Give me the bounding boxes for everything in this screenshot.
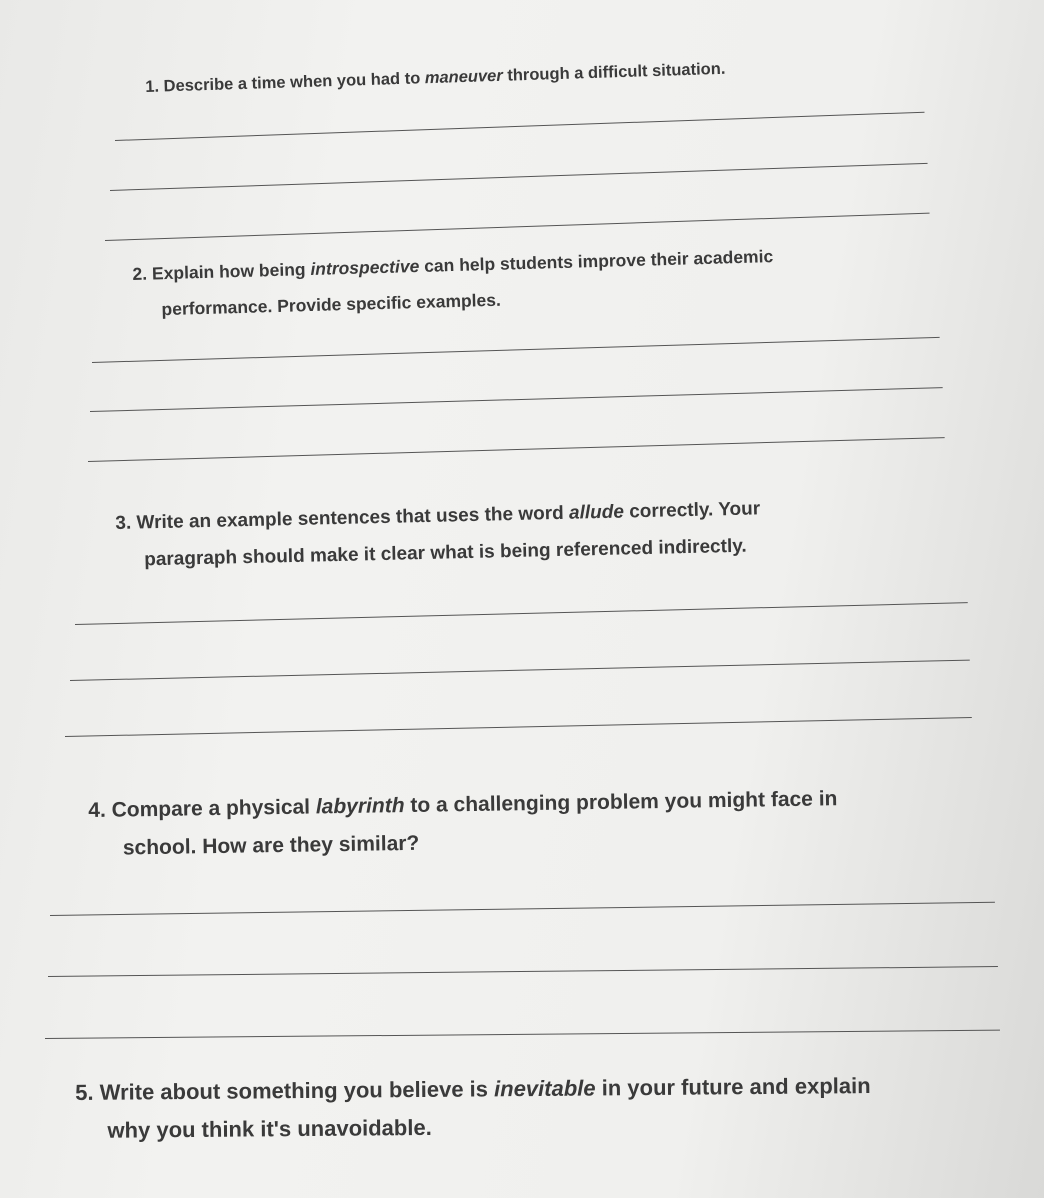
answer-line[interactable] [50, 902, 995, 916]
answer-line[interactable] [70, 660, 970, 681]
vocab-word: inevitable [493, 1075, 596, 1102]
vocab-word: introspective [310, 255, 420, 280]
answer-line[interactable] [65, 717, 972, 737]
question-text-pre: Describe a time when you had to [163, 69, 426, 96]
question-text-pre: Write about something you believe is [99, 1076, 495, 1105]
answer-line[interactable] [92, 337, 940, 363]
question-text-post: to a challenging problem you might face in [404, 787, 838, 818]
question-4 [88, 780, 838, 868]
answer-line[interactable] [75, 602, 968, 625]
answer-line[interactable] [110, 163, 928, 191]
vocab-word: labyrinth [315, 794, 405, 819]
vocab-word: allude [568, 501, 625, 524]
vocab-word: maneuver [424, 66, 504, 88]
question-number: 5. [75, 1079, 94, 1105]
question-5 [75, 1067, 871, 1150]
question-text-post: in your future and explain [595, 1073, 871, 1101]
question-text-line2: performance. Provide specific examples. [161, 289, 502, 320]
question-text-line2: why you think it's unavoidable. [107, 1114, 432, 1143]
answer-line[interactable] [48, 966, 998, 977]
question-text-line2: paragraph should make it clear what is being referenced indirectly. [144, 535, 747, 571]
question-text-post: through a difficult situation. [502, 59, 726, 85]
question-text-pre: Write an example sentences that uses the word [136, 502, 570, 534]
question-text-line2: school. How are they similar? [122, 831, 420, 860]
question-1 [145, 60, 726, 97]
question-3 [115, 490, 761, 579]
question-text-post: correctly. Your [623, 498, 761, 523]
question-text-pre: Explain how being [151, 259, 311, 284]
answer-line[interactable] [105, 213, 930, 241]
question-number: 2. [132, 263, 148, 284]
answer-line[interactable] [88, 437, 945, 462]
question-number: 3. [115, 512, 132, 534]
question-number: 4. [88, 798, 106, 822]
question-text-pre: Compare a physical [111, 795, 317, 822]
question-text-post: can help students improve their academic [419, 246, 774, 276]
question-2 [132, 238, 775, 328]
answer-line[interactable] [90, 387, 943, 412]
question-number: 1. [145, 77, 160, 96]
answer-line[interactable] [115, 112, 925, 141]
answer-line[interactable] [45, 1030, 1000, 1039]
